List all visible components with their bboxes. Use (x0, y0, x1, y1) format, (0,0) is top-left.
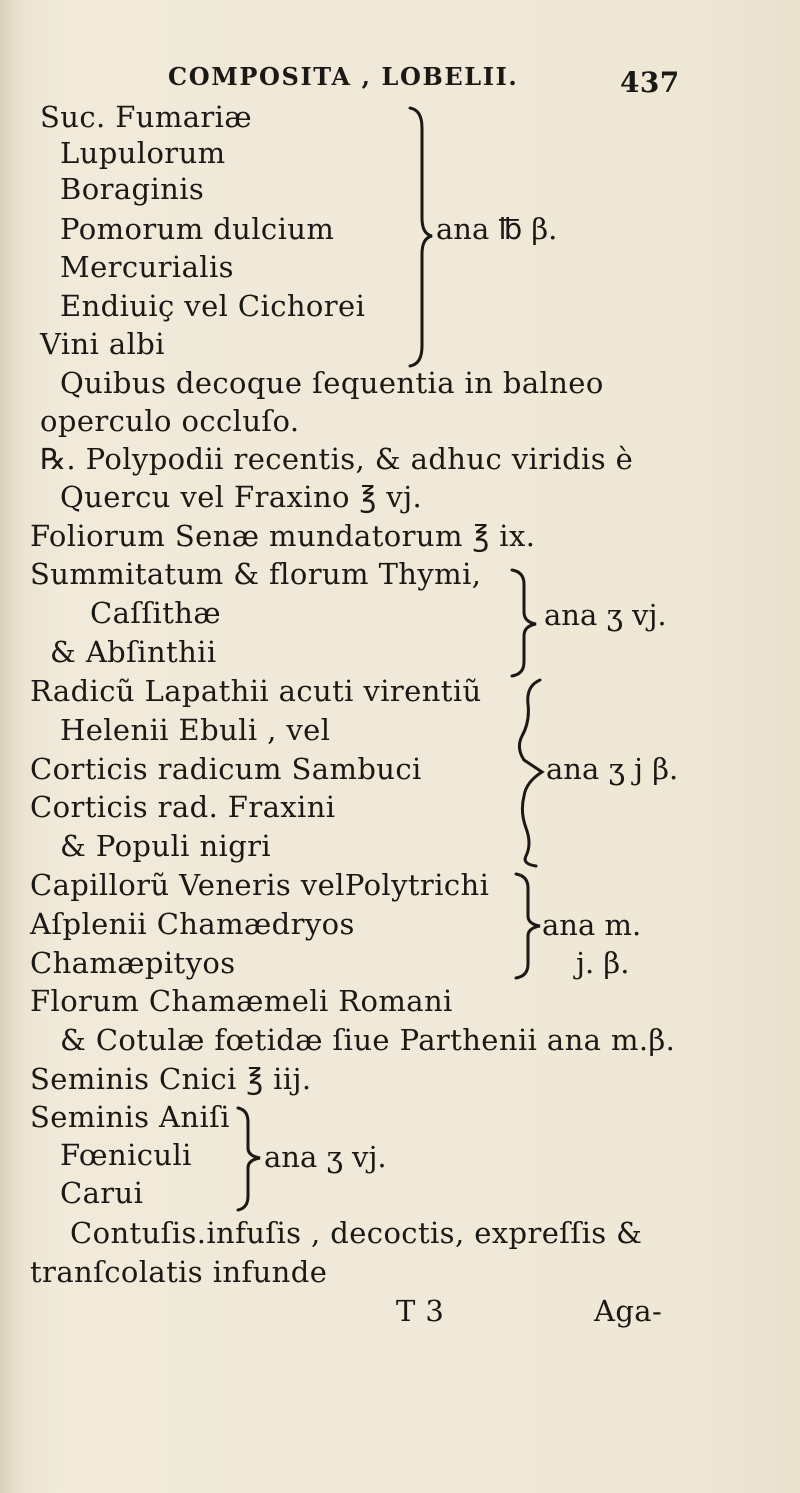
text-line: & Abſinthii (50, 635, 217, 669)
text-line: Chamæpityos (30, 946, 236, 980)
brace-right (408, 106, 436, 368)
brace-label: j. β. (576, 946, 630, 980)
text-line: Capillorũ Veneris velPolytrichi (30, 868, 490, 902)
brace-label: ana ʒ vj. (264, 1140, 387, 1174)
text-line: Contuſis.infuſis , decoctis, expreſſis & (70, 1216, 643, 1250)
text-line: Helenii Ebuli , vel (60, 713, 331, 747)
text-line: operculo occluſo. (40, 404, 300, 438)
catchword: Aga- (594, 1294, 663, 1328)
text-line: Corticis rad. Fraxini (30, 790, 336, 824)
text-line: & Populi nigri (60, 829, 272, 863)
text-line: Radicũ Lapathii acuti virentiũ (30, 674, 482, 708)
signature-mark: T 3 (396, 1294, 445, 1328)
text-line: & Cotulæ fœtidæ ſiue Parthenii ana m.β. (60, 1023, 676, 1057)
text-line: Seminis Aniſi (30, 1100, 230, 1134)
text-line: Mercurialis (60, 250, 234, 284)
text-line: Summitatum & florum Thymi, (30, 557, 482, 591)
brace-right (236, 1106, 264, 1212)
brace-right (510, 568, 542, 678)
brace-label: ana ℔ β. (436, 212, 558, 246)
text-line: Seminis Cnici ℥ iij. (30, 1062, 312, 1096)
brace-right (516, 678, 550, 868)
text-line: Quercu vel Fraxino ℥ vj. (60, 480, 423, 514)
text-line: Pomorum dulcium (60, 212, 335, 246)
brace-label: ana ʒ vj. (544, 598, 667, 632)
text-line: tranſcolatis infunde (30, 1255, 328, 1289)
brace-label: ana m. (542, 908, 642, 942)
text-line: Caſſithæ (90, 596, 222, 630)
text-line: Florum Chamæmeli Romani (30, 984, 453, 1018)
text-line: Fœniculi (60, 1138, 192, 1172)
brace-label: ana ʒ j β. (546, 752, 679, 786)
text-line: Corticis radicum Sambuci (30, 752, 422, 786)
text-line: Vini albi (40, 327, 165, 361)
text-line: Lupulorum (60, 136, 226, 170)
running-title: COMPOSITA , LOBELII. (168, 62, 519, 91)
page-number: 437 (620, 66, 680, 99)
text-line: Endiuiç vel Cichorei (60, 289, 366, 323)
text-line: Foliorum Senæ mundatorum ℥ ix. (30, 519, 536, 553)
text-line: Boraginis (60, 172, 205, 206)
text-line: Suc. Fumariæ (40, 100, 253, 134)
text-line: ℞. Polypodii recentis, & adhuc viridis è (40, 442, 634, 476)
brace-right (514, 872, 544, 980)
text-line: Carui (60, 1176, 144, 1210)
text-line: Aſplenii Chamædryos (30, 907, 355, 941)
text-line: Quibus decoque ſequentia in balneo (60, 366, 604, 400)
